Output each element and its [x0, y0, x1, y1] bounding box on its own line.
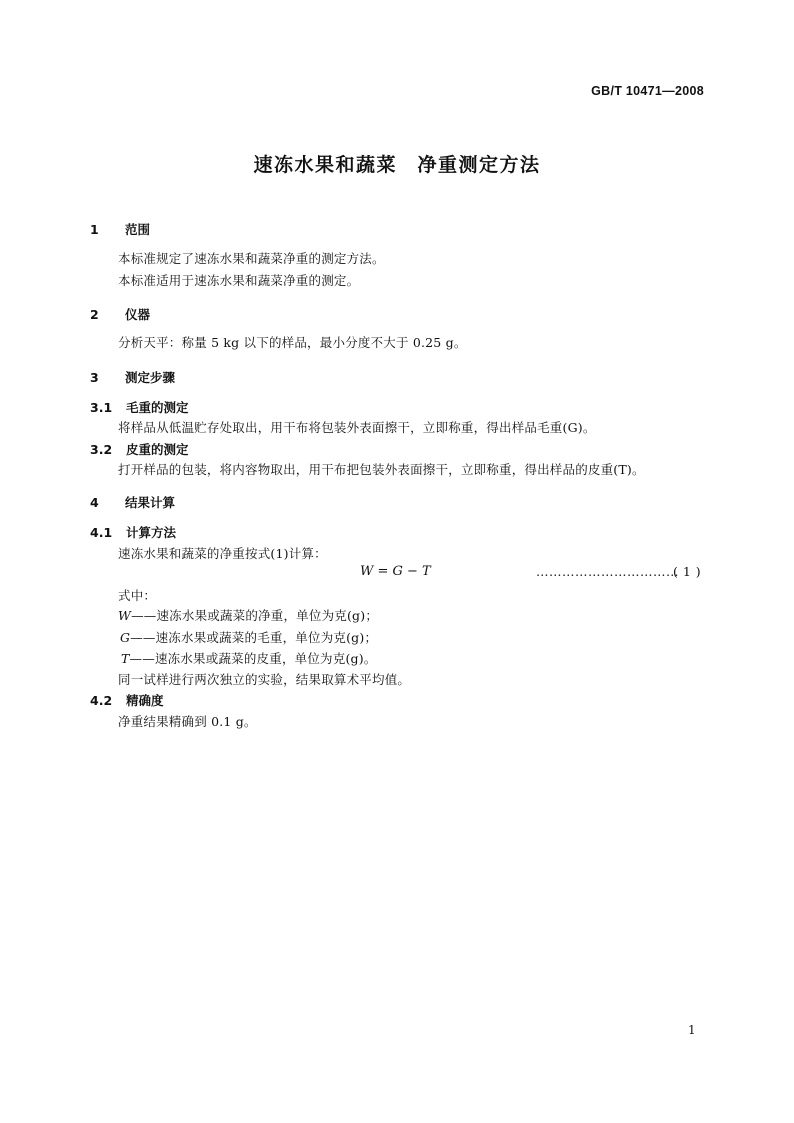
- paragraph: 速冻水果和蔬菜的净重按式(1)计算：: [118, 546, 327, 561]
- section-2-heading: [90, 305, 150, 323]
- formula: W = G − T: [360, 564, 431, 579]
- section-number: 3.1: [90, 400, 113, 415]
- section-title: 计算方法: [126, 525, 177, 540]
- section-number: 3.2: [90, 442, 113, 457]
- definition-text: ——速冻水果或蔬菜的皮重，单位为克(g)。: [129, 651, 377, 666]
- section-number: 4.2: [90, 693, 113, 708]
- section-number: 1: [90, 222, 99, 237]
- definition-symbol: W: [118, 608, 132, 623]
- definition-symbol: T: [121, 651, 130, 666]
- formula-leader: ……………………………: [536, 564, 679, 579]
- section-title: 精确度: [126, 693, 164, 708]
- section-1-heading: [90, 220, 150, 238]
- section-number: 3: [90, 370, 99, 385]
- paragraph: 本标准规定了速冻水果和蔬菜净重的测定方法。: [118, 251, 385, 266]
- subsection-3-1-heading: [90, 398, 189, 416]
- definition-item: [121, 649, 377, 667]
- section-title: 皮重的测定: [126, 442, 189, 457]
- section-title: 仪器: [125, 307, 151, 322]
- paragraph: 净重结果精确到 0.1 g。: [118, 714, 257, 729]
- section-title: 范围: [125, 222, 151, 237]
- section-4-heading: [90, 493, 175, 511]
- where-label: 式中：: [118, 588, 157, 603]
- paragraph: 将样品从低温贮存处取出，用干布将包装外表面擦干，立即称重，得出样品毛重(G)。: [118, 420, 596, 435]
- section-title: 毛重的测定: [126, 400, 189, 415]
- definition-text: ——速冻水果或蔬菜的净重，单位为克(g)；: [131, 608, 379, 623]
- paragraph: 分析天平：称量 5 kg 以下的样品，最小分度不大于 0.25 g。: [118, 335, 467, 350]
- definition-item: [120, 628, 377, 646]
- definition-symbol: G: [120, 630, 131, 645]
- section-title: 测定步骤: [125, 370, 176, 385]
- section-number: 4: [90, 495, 99, 510]
- definition-item: [118, 606, 378, 624]
- section-number: 2: [90, 307, 99, 322]
- standard-code: GB/T 10471—2008: [591, 84, 704, 98]
- section-number: 4.1: [90, 525, 113, 540]
- page-number: 1: [688, 1023, 696, 1037]
- formula-number: ( 1 ): [673, 564, 702, 579]
- subsection-3-2-heading: [90, 440, 189, 458]
- section-3-heading: [90, 368, 175, 386]
- paragraph: 同一试样进行两次独立的实验，结果取算术平均值。: [118, 672, 411, 687]
- paragraph: 打开样品的包装，将内容物取出，用干布把包装外表面擦干，立即称重，得出样品的皮重(T)。: [118, 462, 645, 477]
- paragraph: 本标准适用于速冻水果和蔬菜净重的测定。: [118, 273, 360, 288]
- document-title: 速冻水果和蔬菜 净重测定方法: [253, 154, 541, 176]
- subsection-4-1-heading: [90, 523, 176, 541]
- definition-text: ——速冻水果或蔬菜的毛重，单位为克(g)；: [130, 630, 378, 645]
- section-title: 结果计算: [125, 495, 176, 510]
- subsection-4-2-heading: [90, 691, 164, 709]
